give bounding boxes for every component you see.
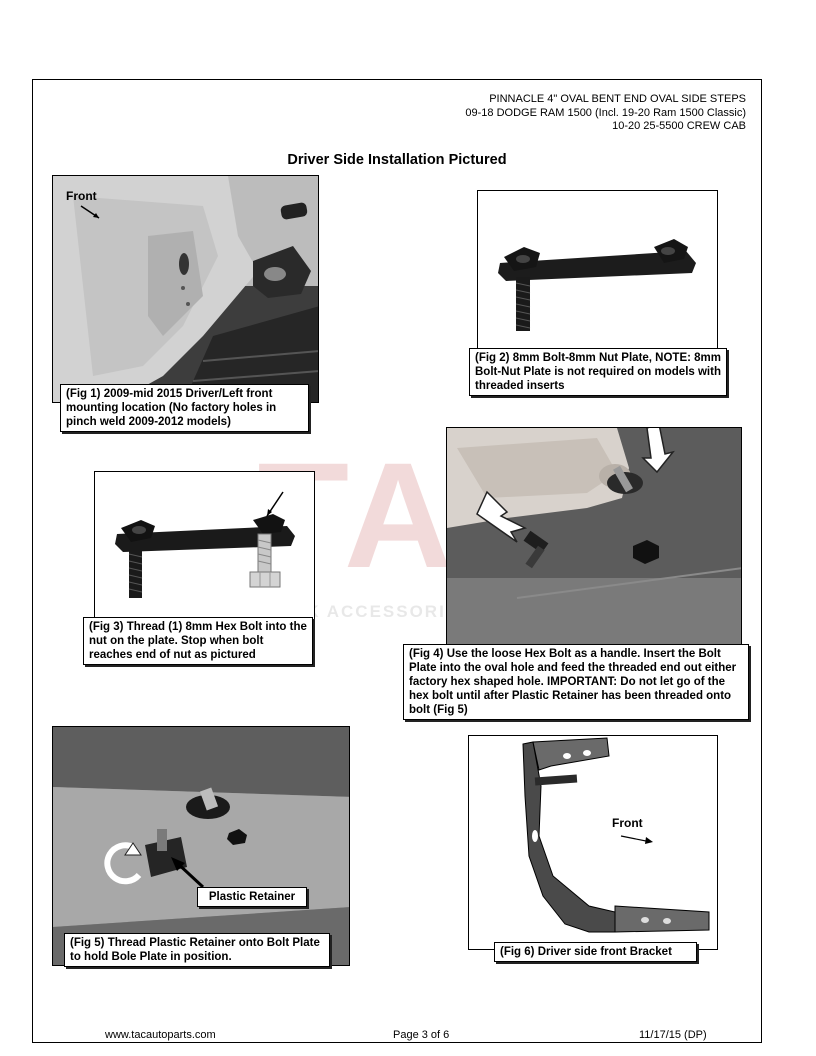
product-title: PINNACLE 4" OVAL BENT END OVAL SIDE STEPS — [489, 93, 746, 105]
footer-page-number: Page 3 of 6 — [393, 1029, 450, 1041]
fig5-caption: (Fig 5) Thread Plastic Retainer onto Bolt Plate to hold Bole Plate in position. — [64, 933, 330, 967]
watermark-letters: TAC — [257, 431, 573, 599]
vehicle-fitment-2: 10-20 25-5500 CREW CAB — [612, 120, 746, 132]
fig1-front-label: Front — [66, 189, 97, 203]
fig4-photo — [446, 427, 742, 659]
section-title: Driver Side Installation Pictured — [287, 152, 507, 168]
fig3-caption: (Fig 3) Thread (1) 8mm Hex Bolt into the nut on the plate. Stop when bolt reaches end of nut as pictured — [83, 617, 313, 665]
fig1-caption: (Fig 1) 2009-mid 2015 Driver/Left front mounting location (No factory holes in pinch weld 2009-2012 models) — [60, 384, 309, 432]
fig1-photo — [52, 175, 319, 403]
document-header — [465, 93, 746, 134]
fig6-front-label: Front — [612, 816, 643, 830]
fig3-photo — [94, 471, 315, 629]
fig6-caption: (Fig 6) Driver side front Bracket — [494, 942, 697, 962]
watermark-subtitle: TRUCK ACCESSORIES COMPANY — [251, 602, 579, 621]
fig6-photo — [468, 735, 718, 950]
fig5-photo — [52, 726, 350, 966]
footer-date: 11/17/15 (DP) — [639, 1029, 707, 1041]
footer-website: www.tacautoparts.com — [105, 1029, 216, 1041]
fig2-caption: (Fig 2) 8mm Bolt-8mm Nut Plate, NOTE: 8mm Bolt-Nut Plate is not required on models with threaded inserts — [469, 348, 727, 396]
fig5-plastic-retainer-label: Plastic Retainer — [197, 887, 307, 907]
fig4-caption: (Fig 4) Use the loose Hex Bolt as a handle. Insert the Bolt Plate into the oval hole and feed the threaded end out either factory hex shaped hole. IMPORTANT: Do not let go of the hex bolt until after Plastic Retainer has been threaded onto bolt (Fig 5) — [403, 644, 749, 720]
vehicle-fitment-1: 09-18 DODGE RAM 1500 (Incl. 19-20 Ram 1500 Classic) — [465, 106, 746, 119]
